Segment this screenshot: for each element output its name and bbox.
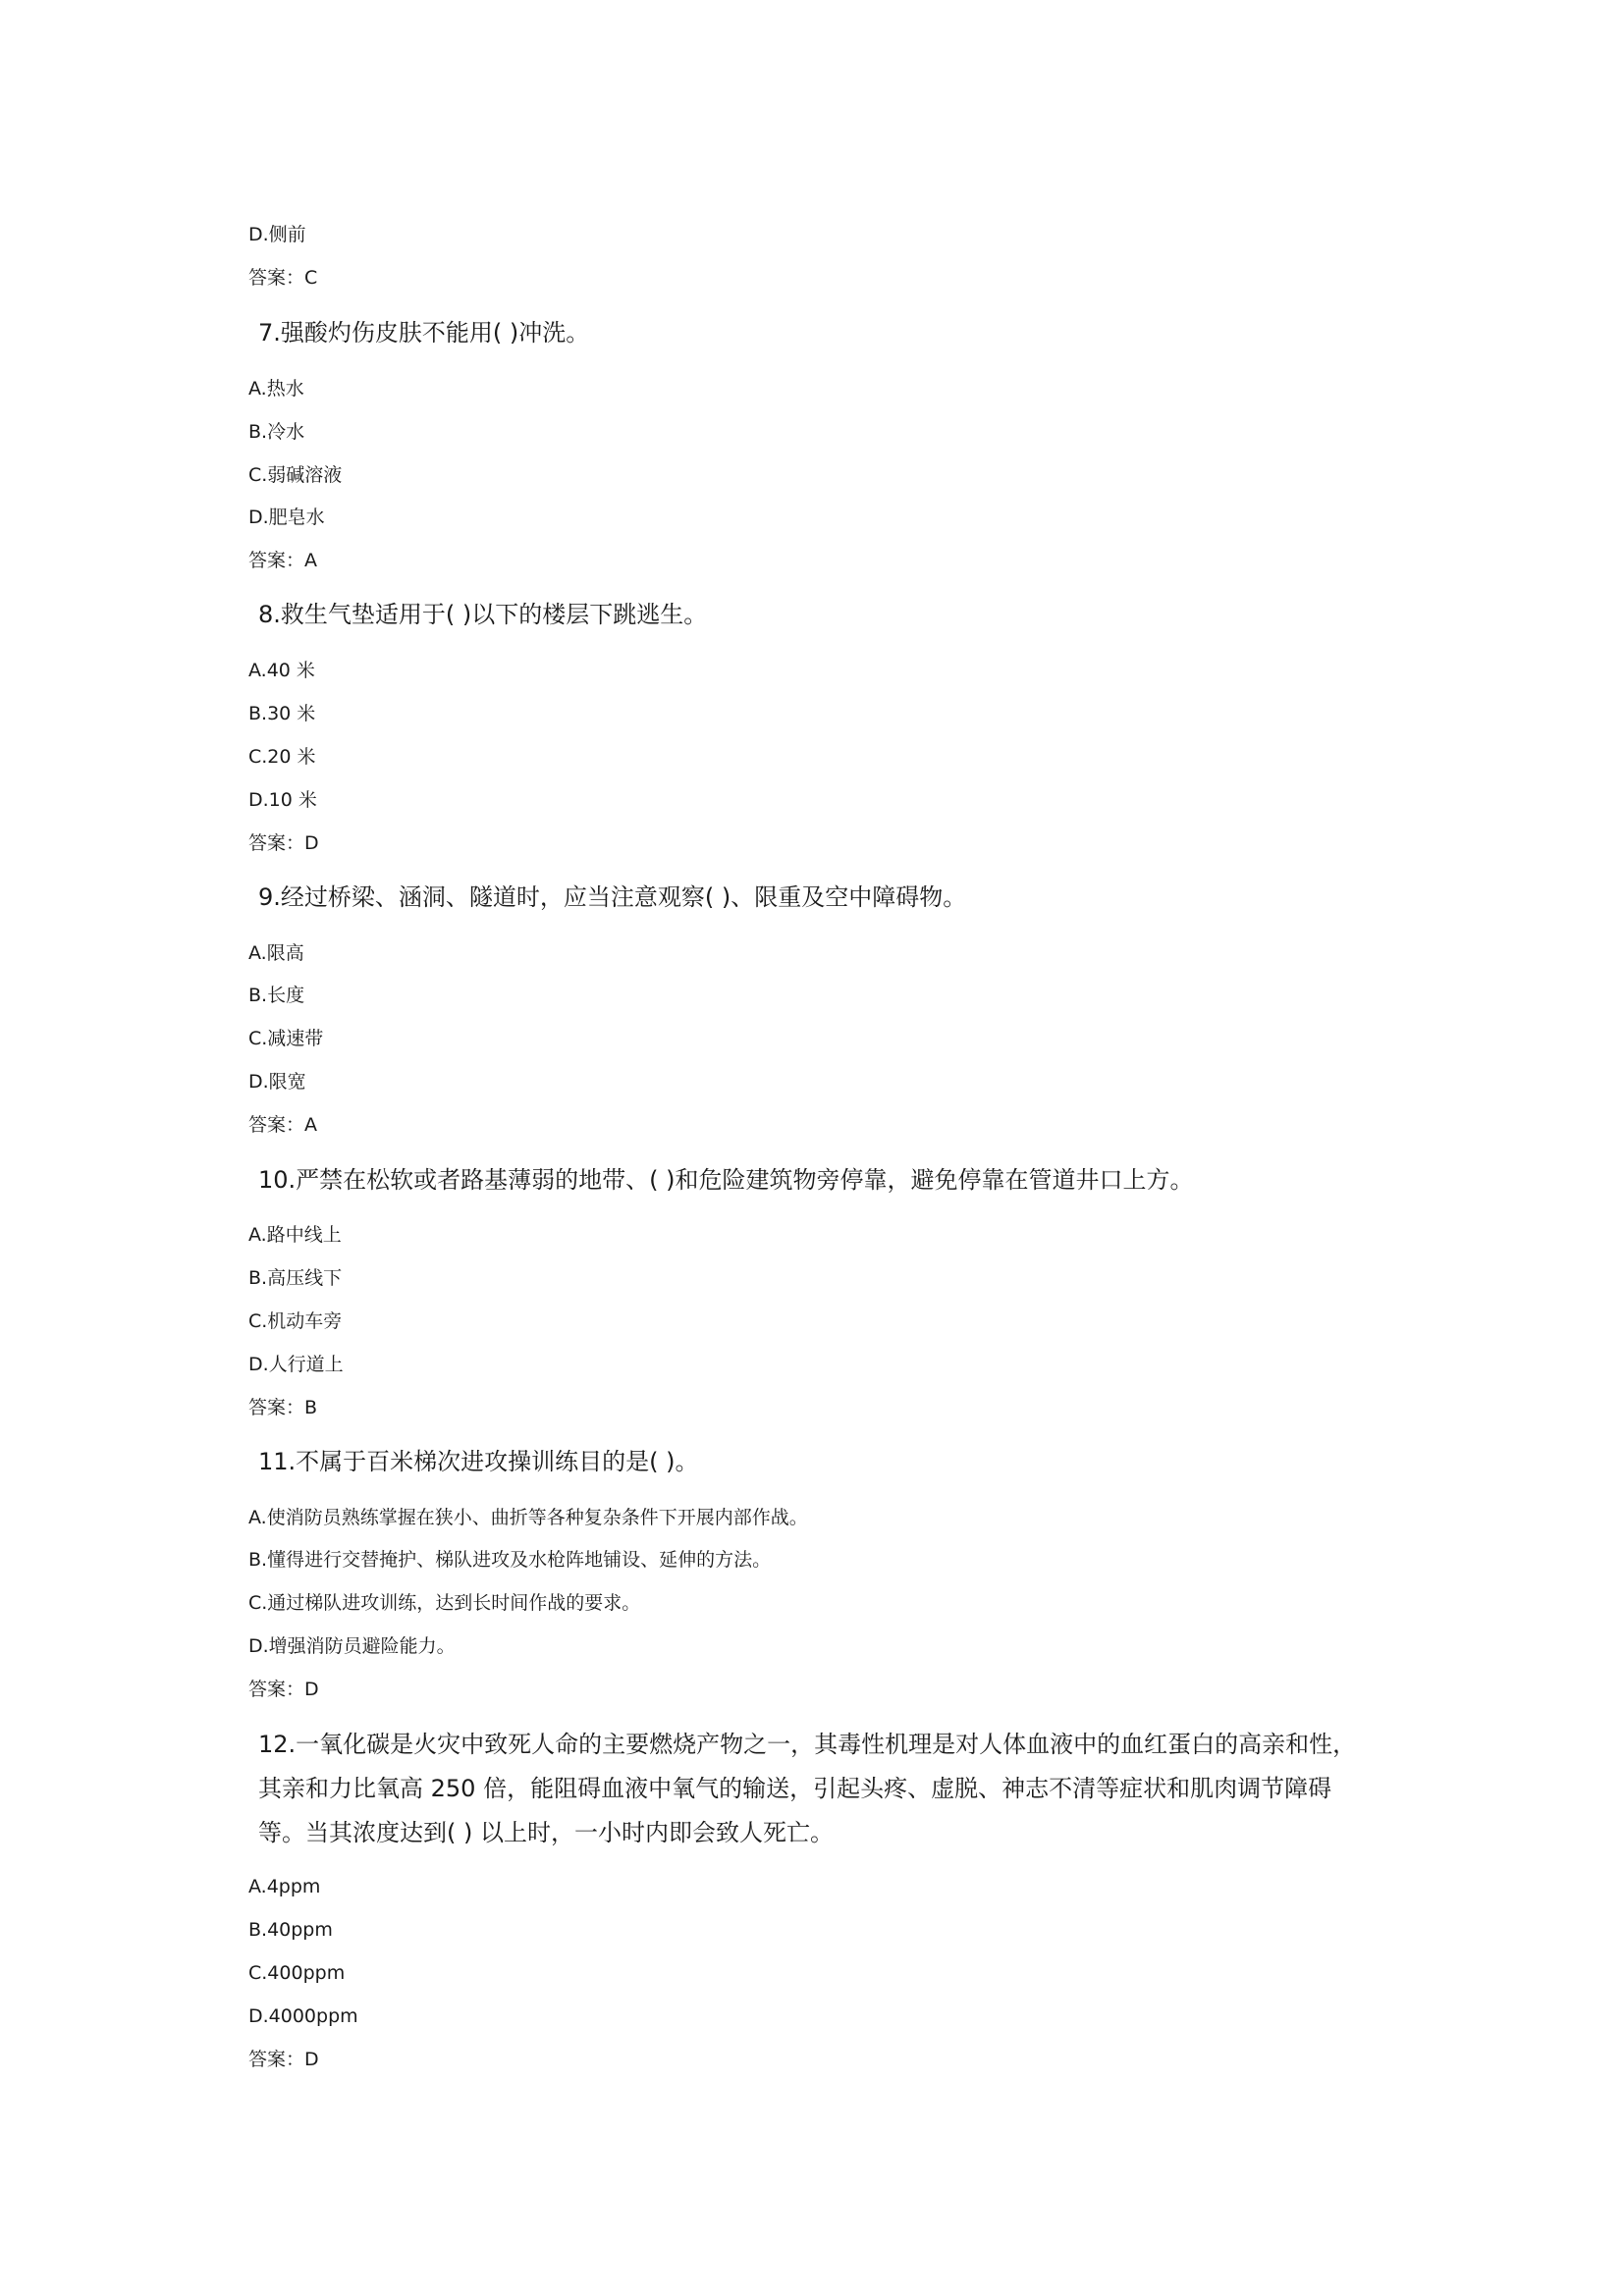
question-text: 12.一氧化碳是火灾中致死人命的主要燃烧产物之一，其毒性机理是对人体血液中的血红蛋白的高亲和性，其亲和力比氧高 250 倍，能阻碍血液中氧气的输送，引起头疼、虚脱、神志不清等症状和肌肉调节障碍等。当其浓度达到( ) 以上时，一小时内即会致人死亡。 (258, 1731, 1357, 1846)
option-text: D.限宽 (248, 1071, 306, 1093)
option-text: C.弱碱溶液 (248, 464, 343, 486)
answer-text: 答案：C (248, 267, 318, 289)
option-text: A.热水 (248, 378, 304, 400)
option-text: D.人行道上 (248, 1354, 344, 1375)
answer-text: 答案：D (248, 1679, 319, 1700)
option-text: D.增强消防员避险能力。 (248, 1635, 456, 1657)
answer-text: 答案：D (248, 2049, 319, 2070)
option-text: A.4ppm (248, 1876, 321, 1897)
option-text: B.冷水 (248, 421, 305, 443)
answer-text: 答案：A (248, 1114, 317, 1136)
option-text: D.10 米 (248, 789, 317, 811)
question-text: 8.救生气垫适用于( )以下的楼层下跳逃生。 (258, 601, 708, 628)
question-text: 11.不属于百米梯次进攻操训练目的是( )。 (258, 1448, 699, 1475)
question-text: 9.经过桥梁、涵洞、隧道时，应当注意观察( )、限重及空中障碍物。 (258, 883, 967, 911)
option-text: A.限高 (248, 942, 304, 964)
option-text: C.机动车旁 (248, 1310, 343, 1332)
option-text: B.40ppm (248, 1919, 333, 1941)
question-text: 10.严禁在松软或者路基薄弱的地带、( )和危险建筑物旁停靠，避免停靠在管道井口上方。 (258, 1166, 1194, 1194)
option-text: C.400ppm (248, 1962, 346, 1984)
option-text: C.减速带 (248, 1028, 324, 1049)
option-text: A.使消防员熟练掌握在狭小、曲折等各种复杂条件下开展内部作战。 (248, 1507, 808, 1528)
answer-text: 答案：A (248, 550, 317, 571)
option-text: B.30 米 (248, 703, 316, 724)
option-text: A.路中线上 (248, 1224, 342, 1246)
option-text: C.通过梯队进攻训练，达到长时间作战的要求。 (248, 1592, 641, 1614)
option-text: D.肥皂水 (248, 507, 325, 528)
answer-text: 答案：B (248, 1397, 318, 1418)
option-text: D.4000ppm (248, 2005, 358, 2027)
option-text: C.20 米 (248, 746, 316, 768)
question-text: 7.强酸灼伤皮肤不能用( )冲洗。 (258, 319, 590, 347)
option-text: A.40 米 (248, 660, 315, 681)
option-text: D.侧前 (248, 224, 306, 245)
option-text: B.高压线下 (248, 1267, 343, 1289)
option-text: B.长度 (248, 985, 305, 1006)
answer-text: 答案：D (248, 832, 319, 854)
option-text: B.懂得进行交替掩护、梯队进攻及水枪阵地铺设、延伸的方法。 (248, 1549, 772, 1571)
